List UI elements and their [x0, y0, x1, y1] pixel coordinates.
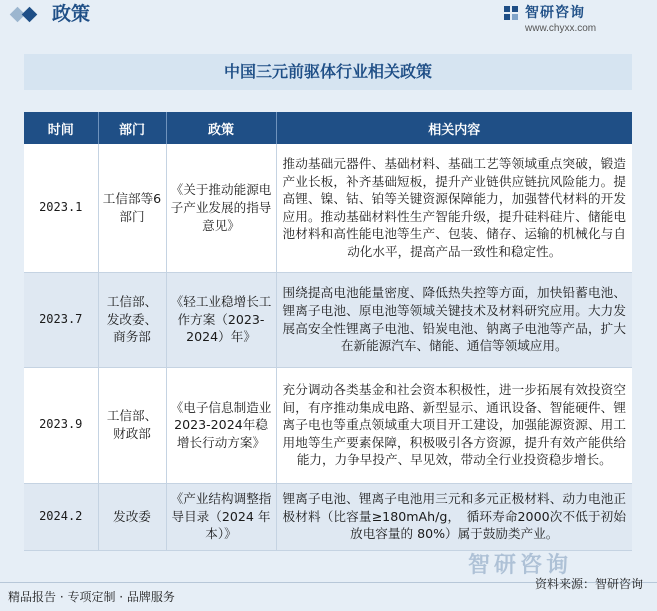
cell-content: 推动基础元器件、基础材料、基础工艺等领域重点突破，锻造产业长板，补齐基础短板，提升产业链供应链抗风险能力。提高锂、镍、钴、铂等关键资源保障能力，加强替代材料的开发应用。推动基础材料性生产智能升级，提升硅料硅片、储能电池材料和高性能电池等生产、包装、储存、运输的机械化与自动化水平，提高产品一致性和稳定性。: [276, 144, 632, 272]
cell-content: 锂离子电池、锂离子电池用三元和多元正极材料、动力电池正极材料（比容量≥180mAh/g， 循环寿命2000次不低于初始放电容量的 80%）属于鼓励类产业。: [276, 483, 632, 550]
cell-dept: 工信部、发改委、商务部: [98, 272, 166, 367]
col-header-time: 时间: [24, 112, 98, 144]
section-title: 政策: [52, 3, 91, 25]
table-header-row: [24, 112, 632, 144]
table-row: [24, 483, 632, 550]
cell-policy: 《电子信息制造业2023-2024年稳增长行动方案》: [166, 367, 276, 483]
table-row: [24, 272, 632, 367]
brand-logo: [503, 4, 643, 38]
doc-title: 中国三元前驱体行业相关政策: [24, 54, 632, 90]
cell-time: 2023.7: [24, 272, 98, 367]
header: [0, 0, 657, 38]
cell-policy: 《轻工业稳增长工作方案（2023-2024）年》: [166, 272, 276, 367]
cell-policy: 《关于推动能源电子产业发展的指导意见》: [166, 144, 276, 272]
footer-tagline: 精品报告 · 专项定制 · 品牌服务: [8, 590, 175, 604]
logo-icon: [503, 5, 519, 21]
logo-url: www.chyxx.com: [525, 23, 597, 34]
cell-policy: 《产业结构调整指导目录（2024 年本）》: [166, 483, 276, 550]
watermark: 智研咨询: [468, 553, 573, 578]
logo-name: 智研咨询: [525, 5, 585, 21]
policy-table: [24, 112, 632, 551]
cell-content: 围绕提高电池能量密度、降低热失控等方面，加快铅蓄电池、锂离子电池、原电池等领域关键技术及材料研究应用。大力发展高安全性锂离子电池、铅炭电池、钠离子电池等产品，扩大在新能源汽车、储能、通信等领域应用。: [276, 272, 632, 367]
table-row: [24, 144, 632, 272]
cell-time: 2023.9: [24, 367, 98, 483]
col-header-content: 相关内容: [276, 112, 632, 144]
col-header-dept: 部门: [98, 112, 166, 144]
cell-dept: 工信部等6部门: [98, 144, 166, 272]
cell-dept: 发改委: [98, 483, 166, 550]
cell-dept: 工信部、财政部: [98, 367, 166, 483]
table-row: [24, 367, 632, 483]
cell-time: 2023.1: [24, 144, 98, 272]
diamond-icon: [12, 7, 48, 23]
cell-time: 2024.2: [24, 483, 98, 550]
cell-content: 充分调动各类基金和社会资本积极性，进一步拓展有效投资空间，有序推动集成电路、新型显示、通讯设备、智能硬件、锂离子电也等重点领域重大项目开工建设，加强能源资源、用工用地等生产要素保障，积极吸引各方资源，提升有效产能供给能力，力争早投产、早见效，带动全行业投资稳步增长。: [276, 367, 632, 483]
data-source: 资料来源：智研咨询: [534, 577, 643, 591]
col-header-policy: 政策: [166, 112, 276, 144]
